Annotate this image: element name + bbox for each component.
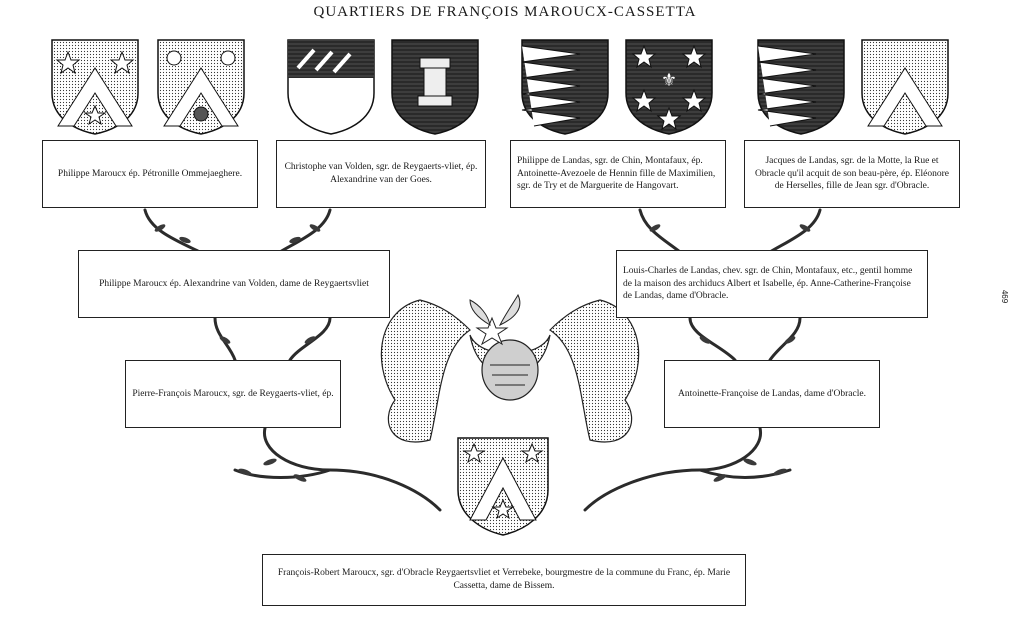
landas-shield-icon (520, 38, 610, 136)
ancestor-text: Philippe Maroucx ép. Pétronille Ommejaeghere. (57, 168, 243, 179)
van-der-goes-shield-icon (390, 38, 480, 136)
landas-motte-shield-icon (756, 38, 846, 136)
parent-text: Pierre-François Maroucx, sgr. de Reygaerts-vliet, ép. (132, 388, 334, 399)
svg-text:⚜: ⚜ (660, 70, 678, 91)
ancestor-box (276, 140, 486, 208)
ancestor-text: Philippe de Landas, sgr. de Chin, Montafaux, ép. Antoinette-Avezoele de Hennin fille de Maximilien, sgr. de Try et de Marguerite de Hangovart. (517, 155, 716, 192)
grandparent-text: Louis-Charles de Landas, chev. sgr. de Chin, Montafaux, etc., gentil homme de la maison des archiducs Albert et Isabelle, ép. Anne-Catherine-Françoise de Landas, dame d'Obracle. (623, 265, 913, 302)
grandparent-text: Philippe Maroucx ép. Alexandrine van Volden, dame de Reygaertsvliet (99, 278, 369, 289)
parent-box (125, 360, 341, 428)
maroucx-shield-icon (50, 38, 140, 136)
ancestor-box (744, 140, 960, 208)
grandparent-box (78, 250, 390, 318)
herselles-shield-icon (860, 38, 950, 136)
ancestor-box (42, 140, 258, 208)
van-volden-shield-icon (286, 38, 376, 136)
ommejaeghere-shield-icon (156, 38, 246, 136)
parent-box (664, 360, 880, 428)
ancestor-text: Christophe van Volden, sgr. de Reygaerts-vliet, ép. Alexandrine van der Goes. (284, 162, 478, 185)
subject-text: François-Robert Maroucx, sgr. d'Obracle Reygaertsvliet et Verrebeke, bourgmestre de la commune du Franc, ép. Marie Cassetta, dame de Bissem. (277, 568, 731, 591)
hennin-shield-icon (624, 38, 714, 136)
ancestor-text: Jacques de Landas, sgr. de la Motte, la Rue et Obracle qu'il acquit de son beau-père, ép. Eléonore de Herselles, fille de Jean sgr. d'Obracle. (754, 155, 949, 192)
parent-text: Antoinette-Françoise de Landas, dame d'Obracle. (678, 388, 866, 399)
grandparent-box (616, 250, 928, 318)
subject-box (262, 554, 746, 606)
page-number: 469 (1000, 289, 1010, 304)
ancestor-box (510, 140, 726, 208)
page-title: QUARTIERS DE FRANÇOIS MAROUCX-CASSETTA (313, 4, 697, 20)
